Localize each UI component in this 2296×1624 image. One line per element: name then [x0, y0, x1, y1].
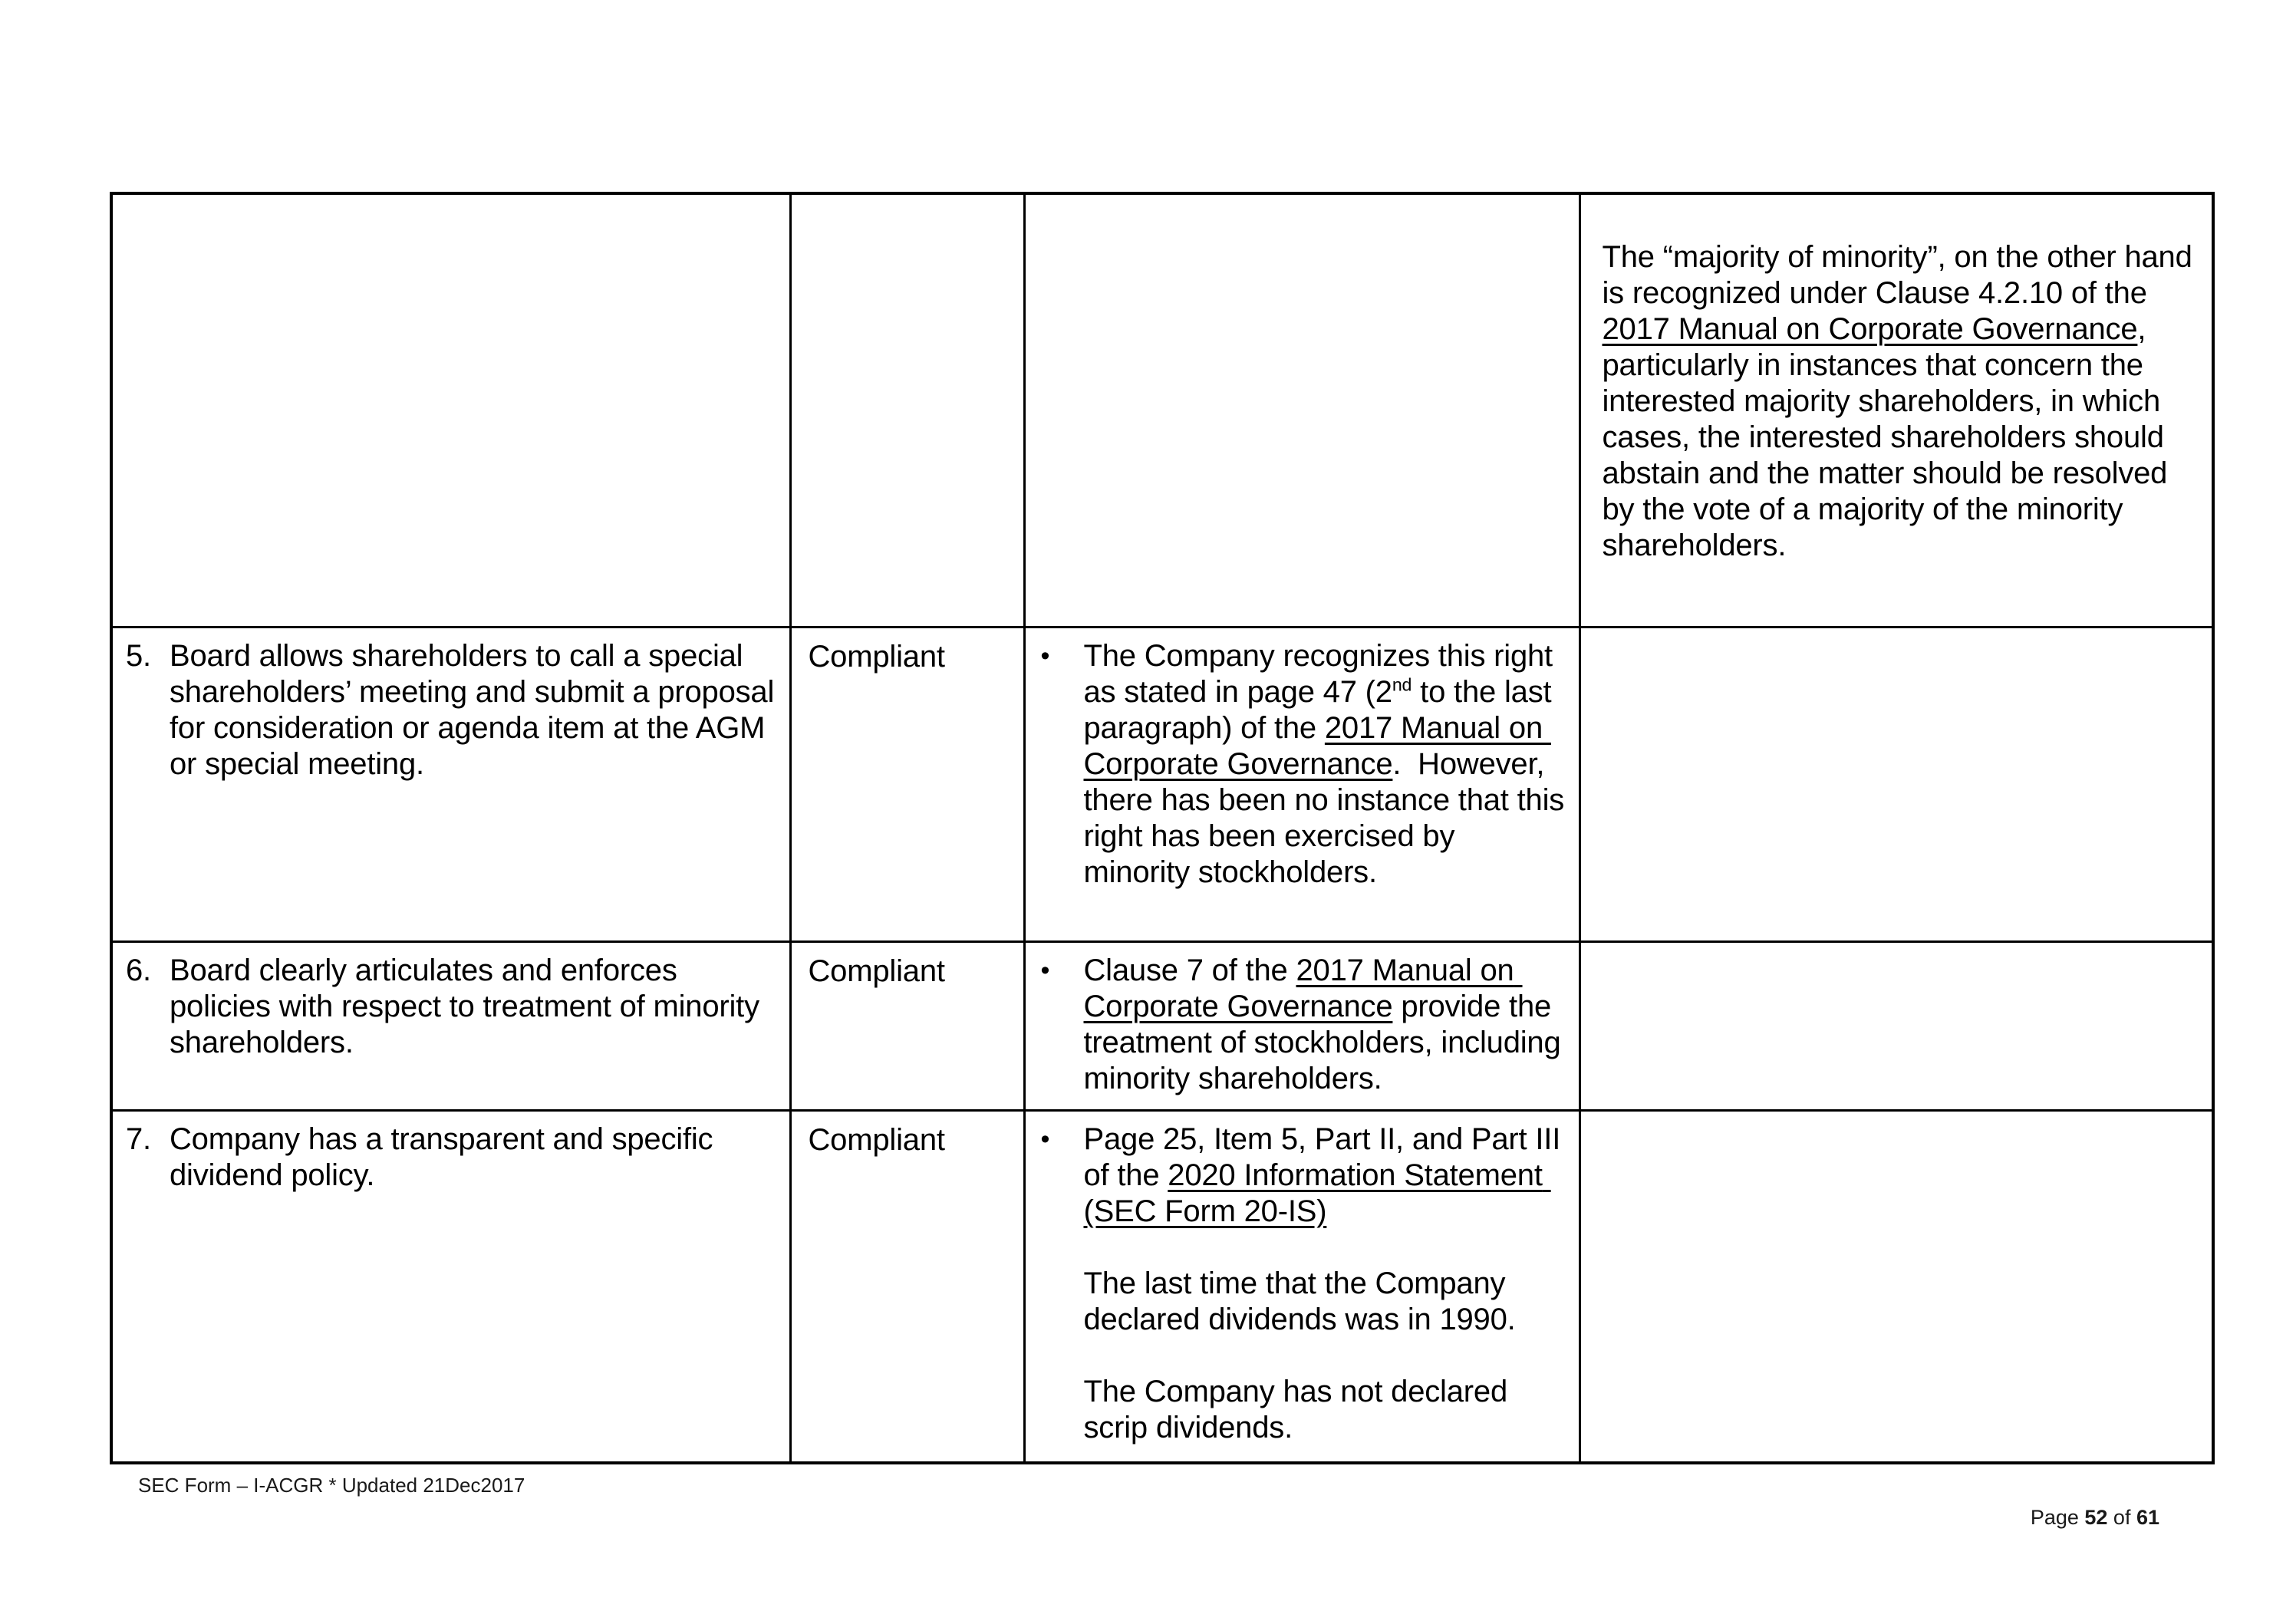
status-cell	[790, 1110, 1024, 1463]
item-cell-empty	[111, 193, 790, 627]
table-row-item-5	[111, 627, 2213, 941]
evidence-cell	[1024, 627, 1580, 941]
table-row-continuation	[111, 193, 2213, 627]
status-text: Compliant	[808, 954, 945, 988]
remarks-cell-empty	[1580, 1110, 2213, 1463]
evidence-text: Page 25, Item 5, Part II, and Part III of the 2020 Information Statement (SEC Form 20-IS)	[1083, 1122, 1570, 1228]
page-number: Page 52 of 61	[2030, 1506, 2159, 1529]
item-7	[113, 1122, 779, 1194]
evidence-bullet-paragraph	[1026, 638, 1573, 891]
item-text: Company has a transparent and specific dividend policy.	[170, 1122, 722, 1192]
evidence-bullet-paragraph	[1026, 1122, 1570, 1230]
item-number: 6.	[126, 953, 151, 987]
evidence-text: The Company recognizes this right as stated in page 47 (2nd to the last paragraph) of the 2017 Manual on Corporate Governance. However, there has been no instance that this right has been exercised by minority stockholders.	[1083, 638, 1573, 889]
status-cell-empty	[790, 193, 1024, 627]
item-5	[113, 638, 783, 782]
form-footer-label: SEC Form – I-ACGR * Updated 21Dec2017	[138, 1474, 525, 1497]
evidence-cell	[1024, 1110, 1580, 1463]
item-text: Board allows shareholders to call a special shareholders’ meeting and submit a proposal for consideration or agenda item at the AGM or special meeting.	[170, 638, 783, 781]
item-cell	[111, 1110, 790, 1463]
bullet-icon: •	[1040, 1124, 1050, 1154]
table-row-item-6	[111, 941, 2213, 1110]
item-cell	[111, 941, 790, 1110]
remarks-paragraph: The “majority of minority”, on the other hand is recognized under Clause 4.2.10 of the 2017 Manual on Corporate Governance, particularly in instances that concern the interested majority shareholders, in which cases, the interested shareholders should abstain and the matter should be resolved by the vote of a majority of the minority shareholders.	[1602, 240, 2201, 562]
evidence-cell-empty	[1024, 193, 1580, 627]
remarks-cell-empty	[1580, 941, 2213, 1110]
compliance-table	[110, 192, 2215, 1464]
status-text: Compliant	[808, 639, 945, 674]
bullet-icon: •	[1040, 955, 1050, 985]
table-row-item-7	[111, 1110, 2213, 1463]
evidence-paragraph: The Company has not declared scrip dividends.	[1083, 1374, 1516, 1444]
evidence-cell	[1024, 941, 1580, 1110]
item-6	[113, 953, 779, 1061]
bullet-icon: •	[1040, 641, 1050, 670]
status-text: Compliant	[808, 1122, 945, 1157]
status-cell	[790, 941, 1024, 1110]
item-number: 5.	[126, 638, 151, 673]
remarks-cell-empty	[1580, 627, 2213, 941]
evidence-paragraph: The last time that the Company declared dividends was in 1990.	[1083, 1266, 1516, 1336]
status-cell	[790, 627, 1024, 941]
item-cell	[111, 627, 790, 941]
remarks-cell	[1580, 193, 2213, 627]
evidence-bullet-paragraph	[1026, 953, 1570, 1097]
evidence-text: Clause 7 of the 2017 Manual on Corporate Governance provide the treatment of stockholders, including minority shareholders.	[1083, 953, 1570, 1095]
item-text: Board clearly articulates and enforces policies with respect to treatment of minority shareholders.	[170, 953, 768, 1059]
item-number: 7.	[126, 1122, 151, 1156]
